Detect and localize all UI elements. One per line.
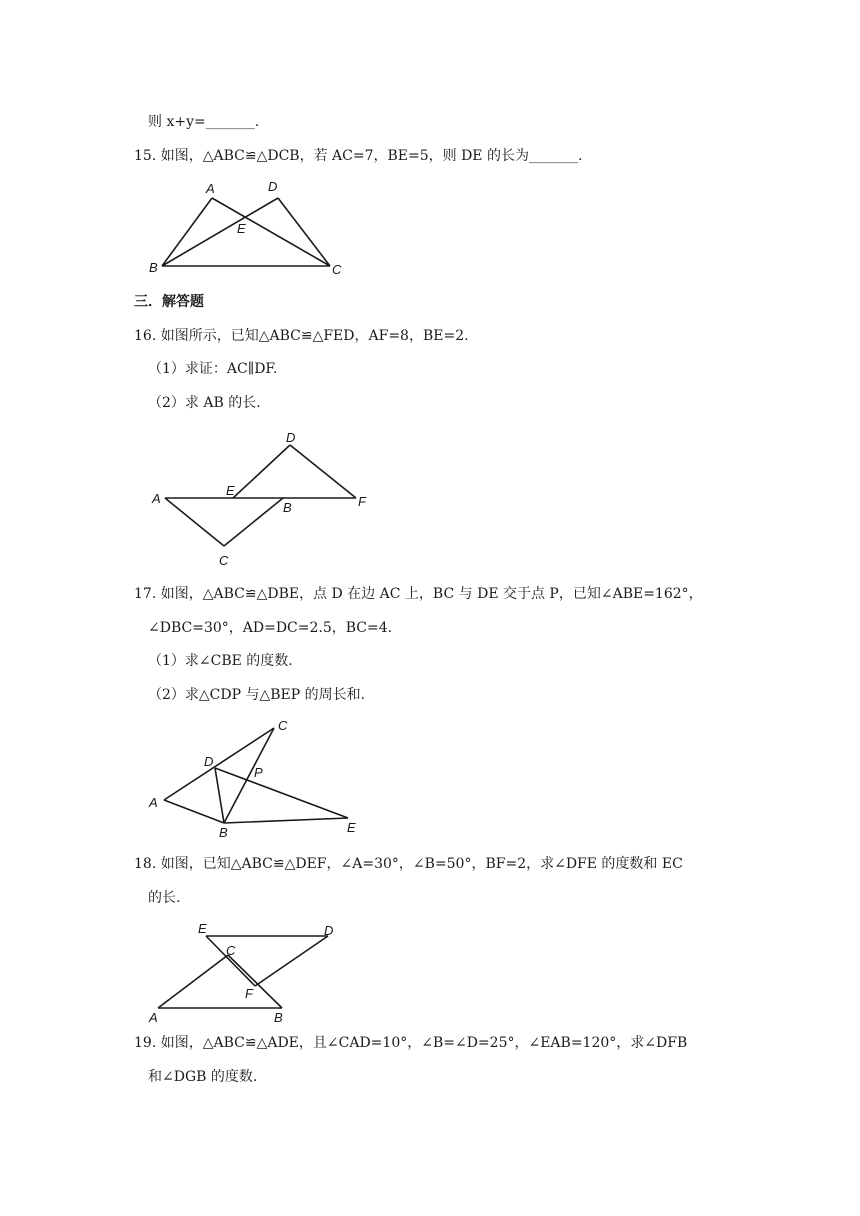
figure-15 bbox=[140, 176, 360, 280]
label-C: C bbox=[219, 553, 229, 568]
q14-tail: 则 x+y=_______. bbox=[148, 114, 260, 130]
label-E: E bbox=[237, 221, 246, 236]
label-D: D bbox=[204, 754, 214, 769]
label-B: B bbox=[149, 260, 158, 275]
q16-part1: （1）求证：AC∥DF. bbox=[148, 361, 278, 377]
q16-text: 16. 如图所示，已知△ABC≌△FED，AF=8，BE=2. bbox=[134, 328, 469, 344]
label-B: B bbox=[283, 500, 292, 515]
label-C: C bbox=[332, 262, 342, 277]
q17-part2: （2）求△CDP 与△BEP 的周长和. bbox=[148, 687, 366, 703]
label-A: A bbox=[149, 795, 158, 810]
q17-text-cont: ∠DBC=30°，AD=DC=2.5，BC=4. bbox=[148, 620, 393, 636]
q19-text: 19. 如图，△ABC≌△ADE，且∠CAD=10°，∠B=∠D=25°，∠EAB=120°，求∠DFB bbox=[134, 1035, 688, 1051]
label-A: A bbox=[152, 491, 161, 506]
label-P: P bbox=[254, 765, 263, 780]
label-E: E bbox=[198, 921, 207, 936]
q18-text-cont: 的长. bbox=[148, 890, 181, 906]
q18-text: 18. 如图，已知△ABC≌△DEF，∠A=30°，∠B=50°，BF=2，求∠DFE 的度数和 EC bbox=[134, 856, 683, 872]
q16-part2: （2）求 AB 的长. bbox=[148, 395, 261, 411]
label-B: B bbox=[274, 1010, 283, 1025]
label-D: D bbox=[268, 179, 278, 194]
label-D: D bbox=[286, 430, 296, 445]
label-C: C bbox=[226, 943, 236, 958]
label-A: A bbox=[206, 181, 215, 196]
label-F: F bbox=[245, 986, 253, 1001]
label-B: B bbox=[219, 825, 228, 840]
label-E: E bbox=[226, 483, 235, 498]
q17-text: 17. 如图，△ABC≌△DBE，点 D 在边 AC 上，BC 与 DE 交于点 P，已知∠ABE=162°， bbox=[134, 586, 703, 602]
q15-text: 15. 如图，△ABC≌△DCB，若 AC=7，BE=5，则 DE 的长为_______. bbox=[134, 148, 583, 164]
figure-18 bbox=[140, 916, 360, 1026]
figure-16 bbox=[140, 426, 390, 572]
label-C: C bbox=[278, 718, 288, 733]
label-F: F bbox=[358, 494, 366, 509]
label-E: E bbox=[347, 820, 356, 835]
q17-part1: （1）求∠CBE 的度数. bbox=[148, 653, 293, 669]
label-D: D bbox=[324, 923, 334, 938]
figure-17 bbox=[140, 714, 370, 842]
section-3-heading: 三．解答题 bbox=[134, 294, 204, 310]
label-A: A bbox=[149, 1010, 158, 1025]
q19-text-cont: 和∠DGB 的度数. bbox=[148, 1069, 258, 1085]
